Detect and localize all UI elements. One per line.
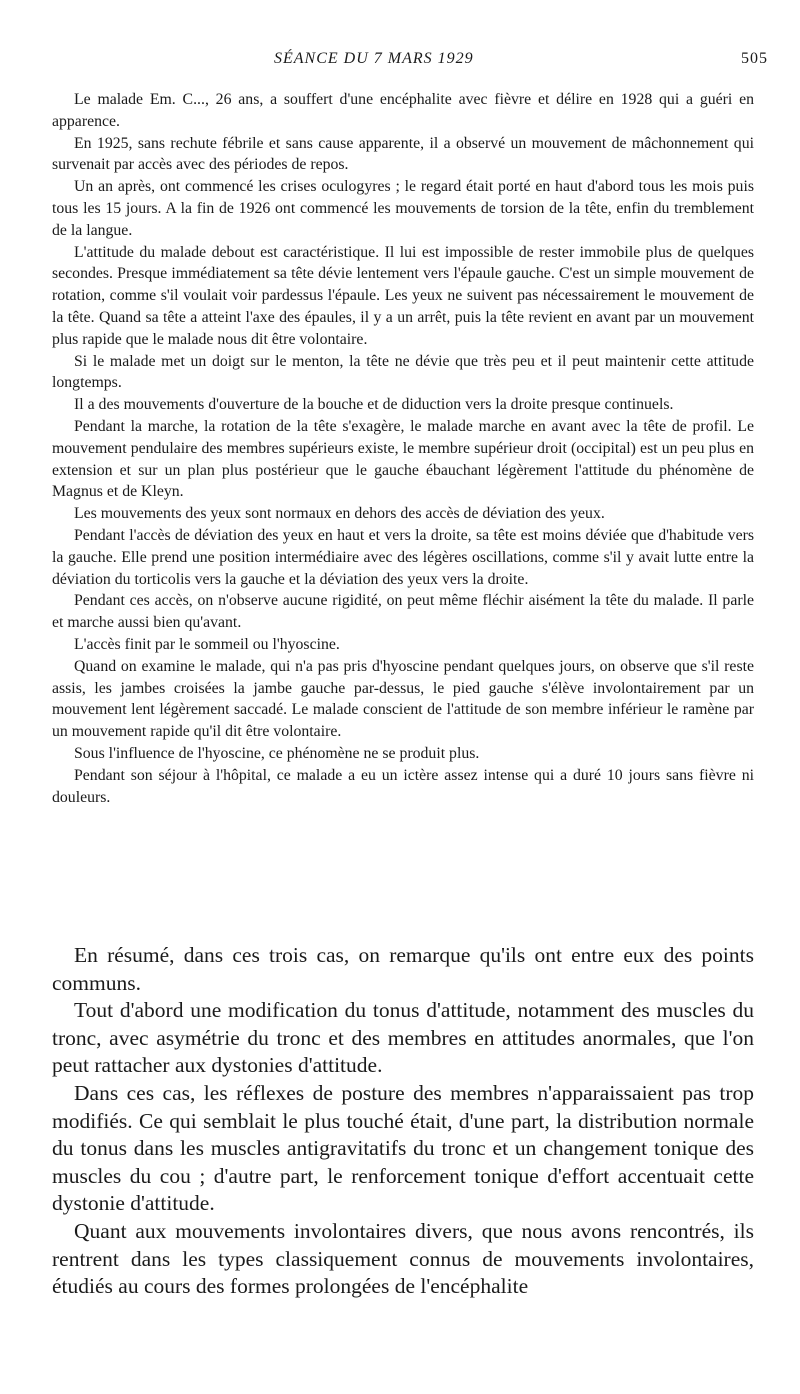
paragraph: Un an après, ont commencé les crises oculogyres ; le regard était porté en haut d'abord tous les mois puis tous les 15 jours. A la fin de 1926 ont commencé les mouvements de torsion de la tête, enfin du tremblement de la langue. [52, 178, 754, 239]
header-title: SÉANCE DU 7 MARS 1929 [274, 50, 474, 67]
page-number: 505 [741, 50, 768, 67]
case-report-text [52, 89, 754, 808]
paragraph: Si le malade met un doigt sur le menton, la tête ne dévie que très peu et il peut maintenir cette attitude longtemps. [52, 352, 754, 392]
paragraph: Sous l'influence de l'hyoscine, ce phénomène ne se produit plus. [74, 744, 480, 762]
paragraph: Il a des mouvements d'ouverture de la bouche et de diduction vers la droite presque continuels. [74, 396, 674, 414]
paragraph: L'attitude du malade debout est caractéristique. Il lui est impossible de rester immobile plus de quelques secondes. Presque immédiatement sa tête dévie lentement vers l'épaule gauche. C'est un simple mouvement de rotation, comme s'il voulait voir pardessus l'épaule. Les yeux ne suivent pas nécessairement le mouvement de la tête. Quand sa tête a atteint l'axe des épaules, il y a un arrêt, puis la tête revient en avant par un mouvement plus rapide que le malade nous dit être volontaire. [52, 243, 754, 348]
summary-text [52, 942, 754, 1301]
paragraph: Pendant ces accès, on n'observe aucune rigidité, on peut même fléchir aisément la tête du malade. Il parle et marche aussi bien qu'avant. [52, 592, 754, 632]
paragraph: Pendant son séjour à l'hôpital, ce malade a eu un ictère assez intense qui a duré 10 jours sans fièvre ni douleurs. [52, 766, 754, 806]
paragraph: Le malade Em. C..., 26 ans, a souffert d'une encéphalite avec fièvre et délire en 1928 qui a guéri en apparence. [52, 91, 754, 130]
running-header [52, 50, 768, 78]
paragraph: Les mouvements des yeux sont normaux en dehors des accès de déviation des yeux. [74, 505, 605, 523]
paragraph: En résumé, dans ces trois cas, on remarque qu'ils ont entre eux des points communs. [52, 943, 754, 995]
paragraph: Dans ces cas, les réflexes de posture des membres n'apparaissaient pas trop modifiés. Ce qui semblait le plus touché était, d'une part, la distribution normale du tonus dans les muscles antigravitatifs du tronc et un changement tonique des muscles du cou ; d'autre part, le renforcement tonique d'effort accentuait cette dystonie d'attitude. [52, 1080, 754, 1216]
paragraph: Pendant la marche, la rotation de la tête s'exagère, le malade marche en avant avec la tête de profil. Le mouvement pendulaire des membres supérieurs existe, le membre supérieur droit (occipital) est un peu plus en extension et sur un plan plus postérieur que le gauche ébauchant légèrement l'attitude du phénomène de Magnus et de Kleyn. [52, 417, 754, 501]
paragraph: Tout d'abord une modification du tonus d'attitude, notamment des muscles du tronc, avec asymétrie du tronc et des membres en attitudes anormales, que l'on peut rattacher aux dystonies d'attitude. [52, 998, 754, 1078]
paragraph: Quand on examine le malade, qui n'a pas pris d'hyoscine pendant quelques jours, on observe que s'il reste assis, les jambes croisées la jambe gauche par-dessus, le pied gauche s'élève involontairement par un mouvement lent légèrement saccadé. Le malade conscient de l'attitude de son membre inférieur le ramène par un mouvement rapide qu'il dit être volontaire. [52, 657, 754, 741]
paragraph: Quant aux mouvements involontaires divers, que nous avons rencontrés, ils rentrent dans les types classiquement connus de mouvements involontaires, étudiés au cours des formes prolongées de l'encéphalite [52, 1218, 754, 1299]
paragraph: En 1925, sans rechute fébrile et sans cause apparente, il a observé un mouvement de mâchonnement qui survenait par accès avec des périodes de repos. [52, 134, 754, 174]
paragraph: L'accès finit par le sommeil ou l'hyoscine. [74, 635, 340, 653]
paragraph: Pendant l'accès de déviation des yeux en haut et vers la droite, sa tête est moins déviée que d'habitude vers la gauche. Elle prend une position intermédiaire avec des légères oscillations, comme s'il y avait lutte entre la déviation du torticolis vers la gauche et la déviation des yeux vers la droite. [52, 526, 754, 588]
